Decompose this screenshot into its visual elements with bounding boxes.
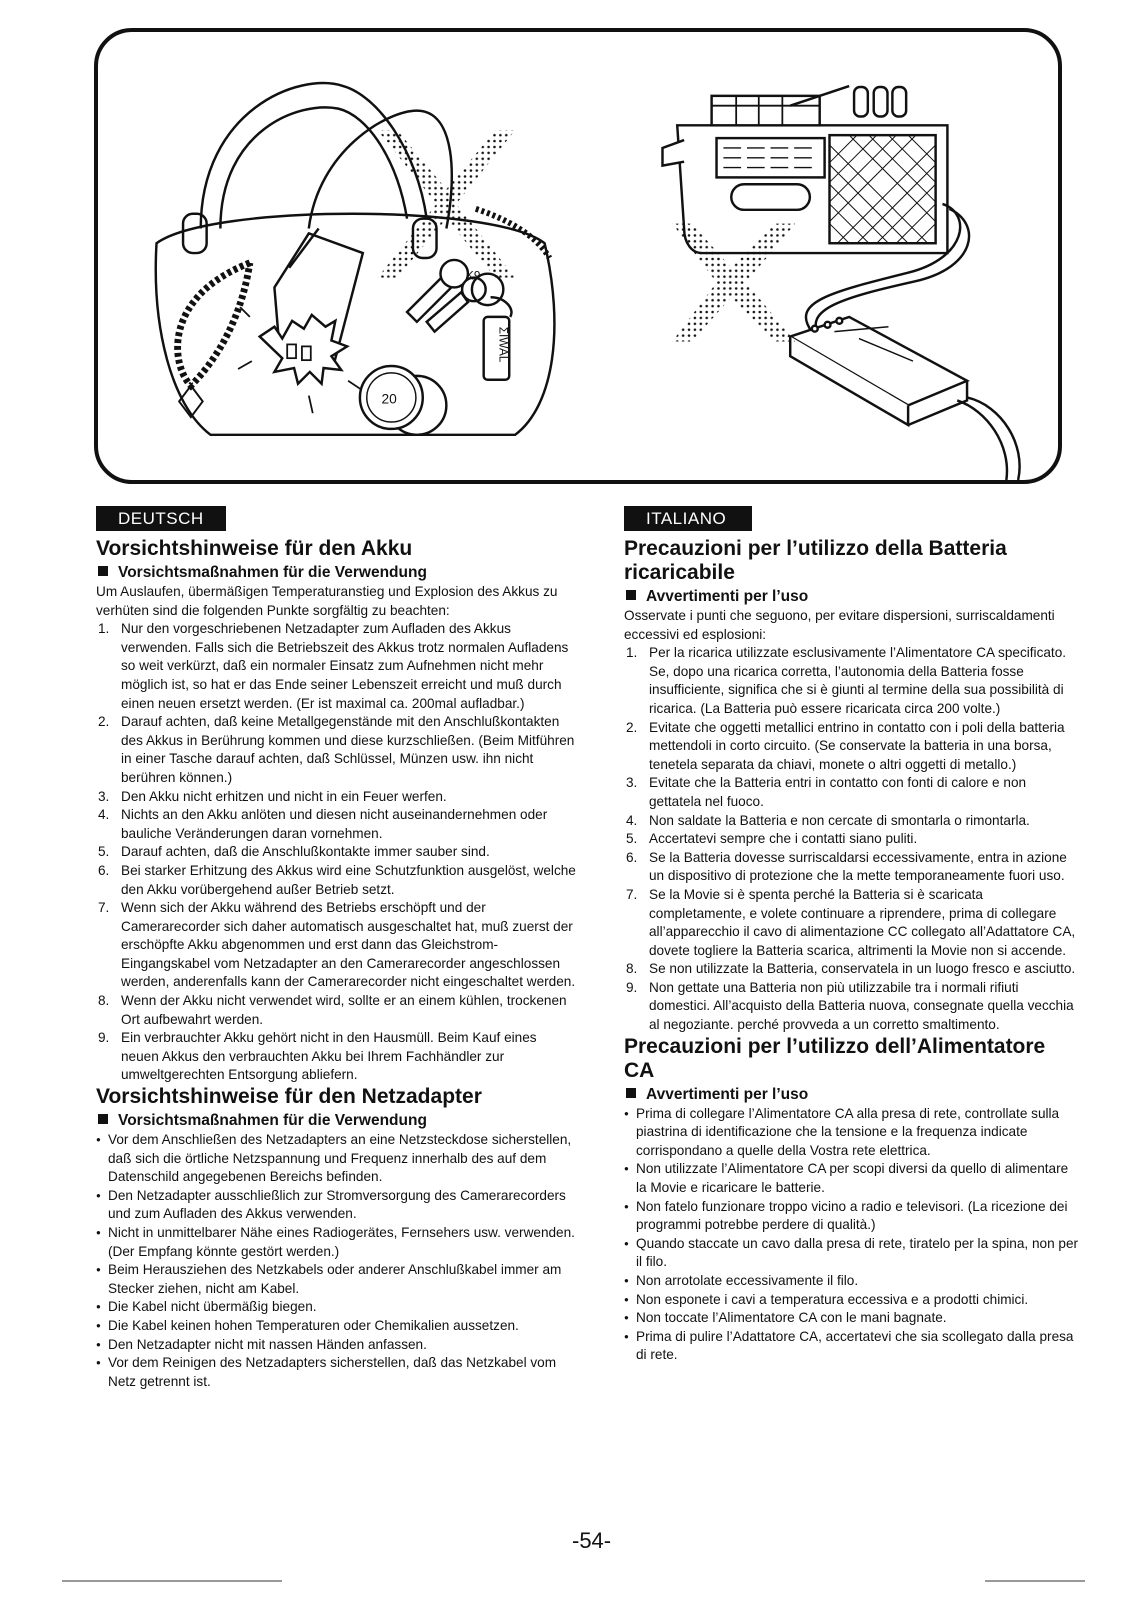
list-item: 4. Nichts an den Akku anlöten und diesen nicht auseinandernehmen oder bauliche Veränderungen daran vornehmen. — [98, 807, 548, 841]
language-tab-deutsch: DEUTSCH — [96, 506, 226, 531]
list-item: 8. Wenn der Akku nicht verwendet wird, sollte er an einem kühlen, trockenen Ort aufbewahrt werden. — [98, 993, 567, 1027]
list-item: ● Non fatelo funzionare troppo vicino a radio e televisori. (La ricezione dei programmi potrebbe perdere di qualità.) — [624, 1198, 1080, 1235]
square-bullet-icon — [626, 590, 636, 600]
list-item: 1. Per la ricarica utilizzate esclusivamente l’Alimentatore CA specificato. Se, dopo una ricarica corretta, l’autonomia della Batteria fosse insufficiente, significa che si è giunti al termine della sua possibilità di ricarica. (La Batteria può essere ricaricata circa 200 volte.) — [626, 645, 1067, 716]
list-item: ● Beim Herausziehen des Netzkabels oder anderer Anschlußkabel immer am Stecker ziehen, nicht am Kabel. — [96, 1261, 576, 1298]
numbered-list-batteria — [624, 644, 1080, 1034]
list-item: 9. Non gettate una Batteria non più utilizzabile tra i normali rifiuti domestici. All’acquisto della Batteria nuova, consegnate quella vecchia al negoziante. perché provveda a un corretto smaltimento. — [626, 979, 1074, 1033]
square-bullet-icon — [98, 1114, 108, 1124]
footer-divider-right — [985, 1580, 1085, 1582]
square-bullet-icon — [626, 1088, 636, 1098]
section-title-alimentatore: Precauzioni per l’utilizzo dell’Alimentatore CA — [624, 1034, 1046, 1082]
key-tag-label: K9 — [466, 269, 481, 283]
list-item: 2. Evitate che oggetti metallici entrino in contatto con i poli della batteria mettendoli in corto circuito. (Se conservate la batteria in una borsa, tenetela separata da chiavi, monete o altri oggetti di metallo.) — [626, 719, 1065, 772]
list-item: ● Quando staccate un cavo dalla presa di rete, tiratelo per la spina, non per il filo. — [624, 1235, 1080, 1272]
battery-icon — [238, 228, 366, 413]
list-item: ● Prima di collegare l’Alimentatore CA alla presa di rete, controllate sulla piastrina di identificazione che la tensione e la frequenza indicate corrispondano a quelle della Vostra rete elettrica. — [624, 1105, 1080, 1161]
list-item: ● Non utilizzate l’Alimentatore CA per scopi diversi da quello di alimentare la Movie e ricaricare le batterie. — [624, 1160, 1080, 1197]
list-item: 9. Ein verbrauchter Akku gehört nicht in den Hausmüll. Beim Kauf eines neuen Akkus den verbrauchten Akku bei Ihrem Fachhändler zur umweltgerechten Entsorgung abliefern. — [98, 1030, 537, 1083]
list-item: ● Prima di pulire l’Adattatore CA, accertatevi che sia scollegato dalla presa di rete. — [624, 1328, 1080, 1365]
prohibition-cross-icon — [378, 130, 516, 277]
language-tab-italiano: ITALIANO — [624, 506, 752, 531]
bullet-list-alimentatore — [624, 1105, 1080, 1365]
subheading-label: Avvertimenti per l’uso — [646, 588, 809, 605]
intro-paragraph: Um Auslaufen, übermäßigen Temperaturanstieg und Explosion des Akkus zu verhüten sind die folgenden Punkte sorgfältig zu beachten: — [96, 584, 558, 618]
subheading-avvertimenti-2 — [624, 1085, 1080, 1104]
list-item: 2. Darauf achten, daß keine Metallgegenstände mit den Anschlußkontakten des Akkus in Berührung kommen und diese kurzschließen. (Beim Mitführen in einer Tasche darauf achten, daß Schlüssel, Münzen usw. ihn nicht berühren können.) — [98, 714, 575, 785]
list-item: ● Vor dem Reinigen des Netzadapters sicherstellen, daß das Netzkabel vom Netz getrennt ist. — [96, 1354, 576, 1391]
list-item: 8. Se non utilizzate la Batteria, conservatela in un luogo fresco e asciutto. — [626, 961, 1076, 977]
list-item: 5. Darauf achten, daß die Anschlußkontakte immer sauber sind. — [98, 844, 490, 860]
square-bullet-icon — [98, 566, 108, 576]
subheading-label: Vorsichtsmaßnahmen für die Verwendung — [118, 1112, 427, 1130]
bag-tag-label: ΣIWAL — [496, 326, 510, 363]
list-item: ● Non toccate l’Alimentatore CA con le mani bagnate. — [624, 1309, 1080, 1328]
list-item: ● Nicht in unmittelbarer Nähe eines Radiogerätes, Fernsehers usw. verwenden. (Der Empfang könnte gestört werden.) — [96, 1224, 576, 1261]
coins-icon — [360, 366, 446, 435]
intro-paragraph: Osservate i punti che seguono, per evitare dispersioni, surriscaldamenti eccessivi ed esplosioni: — [624, 608, 1055, 642]
list-item: ● Die Kabel nicht übermäßig biegen. — [96, 1298, 576, 1317]
subheading-label: Vorsichtsmaßnahmen für die Verwendung — [118, 564, 427, 581]
list-item: 3. Den Akku nicht erhitzen und nicht in ein Feuer werfen. — [98, 788, 447, 804]
section-title-netzadapter: Vorsichtshinweise für den Netzadapter — [96, 1085, 482, 1109]
list-item: ● Vor dem Anschließen des Netzadapters an eine Netzsteckdose sicherstellen, daß sich die örtliche Netzspannung und Frequenz innerhalb des auf dem Datenschild angegebenen Bereichs befinden. — [96, 1131, 576, 1187]
deutsch-column — [96, 506, 576, 1391]
list-item: 3. Evitate che la Batteria entri in contatto con fonti di calore e non gettatela nel fuoco. — [626, 775, 1027, 809]
numbered-list-akku — [96, 620, 576, 1085]
subheading-label: Avvertimenti per l’uso — [646, 1085, 809, 1103]
necklace-icon — [178, 263, 250, 417]
tag-icon — [484, 297, 512, 380]
coin-label: 20 — [381, 391, 397, 407]
illustration-frame — [94, 28, 1062, 484]
radio-icon — [662, 86, 947, 253]
list-item: ● Die Kabel keinen hohen Temperaturen oder Chemikalien aussetzen. — [96, 1317, 576, 1336]
list-item: 7. Wenn sich der Akku während des Betriebs erschöpft und der Camerarecorder sich daher automatisch ausgeschaltet hat, muß zuerst der erschöpfte Akku abgenommen und erst dann das Gleichstrom-Eingangskabel vom Netzadapter an den Camerarecorder angeschlossen werden, anderenfalls kann der Camerarecorder nicht eingeschaltet werden. — [98, 900, 576, 990]
subheading-avvertimenti-1 — [624, 587, 1080, 606]
ac-adapter-icon — [790, 317, 967, 425]
section-title-akku: Vorsichtshinweise für den Akku — [96, 537, 413, 560]
subheading-verwendung-1 — [96, 563, 576, 582]
page-number: -54- — [572, 1528, 612, 1553]
list-item: ● Non esponete i cavi a temperatura eccessiva e a prodotti chimici. — [624, 1291, 1080, 1310]
warning-illustration — [98, 32, 1058, 480]
subheading-verwendung-2 — [96, 1111, 576, 1130]
list-item: 6. Bei starker Erhitzung des Akkus wird eine Schutzfunktion ausgelöst, welche den Akku vorübergehend außer Betrieb setzt. — [98, 862, 576, 897]
list-item: ● Den Netzadapter ausschließlich zur Stromversorgung des Camerarecorders und zum Aufladen des Akkus verwenden. — [96, 1187, 576, 1224]
list-item: 7. Se la Movie si è spenta perché la Batteria si è scaricata completamente, e volete continuare a riprendere, prima di collegare all’apparecchio il cavo di alimentazione CC collegato all’Adattatore CA, dovete togliere la Batteria scarica, altrimenti la Movie non si accende. — [626, 886, 1076, 958]
list-item: ● Non arrotolate eccessivamente il filo. — [624, 1272, 1080, 1291]
section-title-batteria: Precauzioni per l’utilizzo della Batteria ricaricabile — [624, 537, 1007, 584]
list-item: 4. Non saldate la Batteria e non cercate di smontarla o rimontarla. — [626, 812, 1030, 828]
italiano-column — [624, 506, 1080, 1365]
footer-divider-left — [62, 1580, 282, 1582]
list-item: 6. Se la Batteria dovesse surriscaldarsi eccessivamente, entra in azione un dispositivo di protezione che la mette temporaneamente fuori uso. — [626, 849, 1067, 884]
bullet-list-netzadapter — [96, 1131, 576, 1391]
list-item: 5. Accertatevi sempre che i contatti siano puliti. — [626, 831, 918, 847]
list-item: ● Den Netzadapter nicht mit nassen Händen anfassen. — [96, 1336, 576, 1355]
list-item: 1. Nur den vorgeschriebenen Netzadapter zum Aufladen des Akkus verwenden. Falls sich die Betriebszeit des Akkus trotz normalen Aufladens so weit verkürzt, daß ein normaler Einsatz zum Aufnehmen nicht mehr möglich ist, so hat er das Ende seiner Lebenszeit erreicht und muß durch einen neuen ersetzt werden. (Er ist maximal ca. 200mal aufladbar.) — [98, 621, 569, 711]
